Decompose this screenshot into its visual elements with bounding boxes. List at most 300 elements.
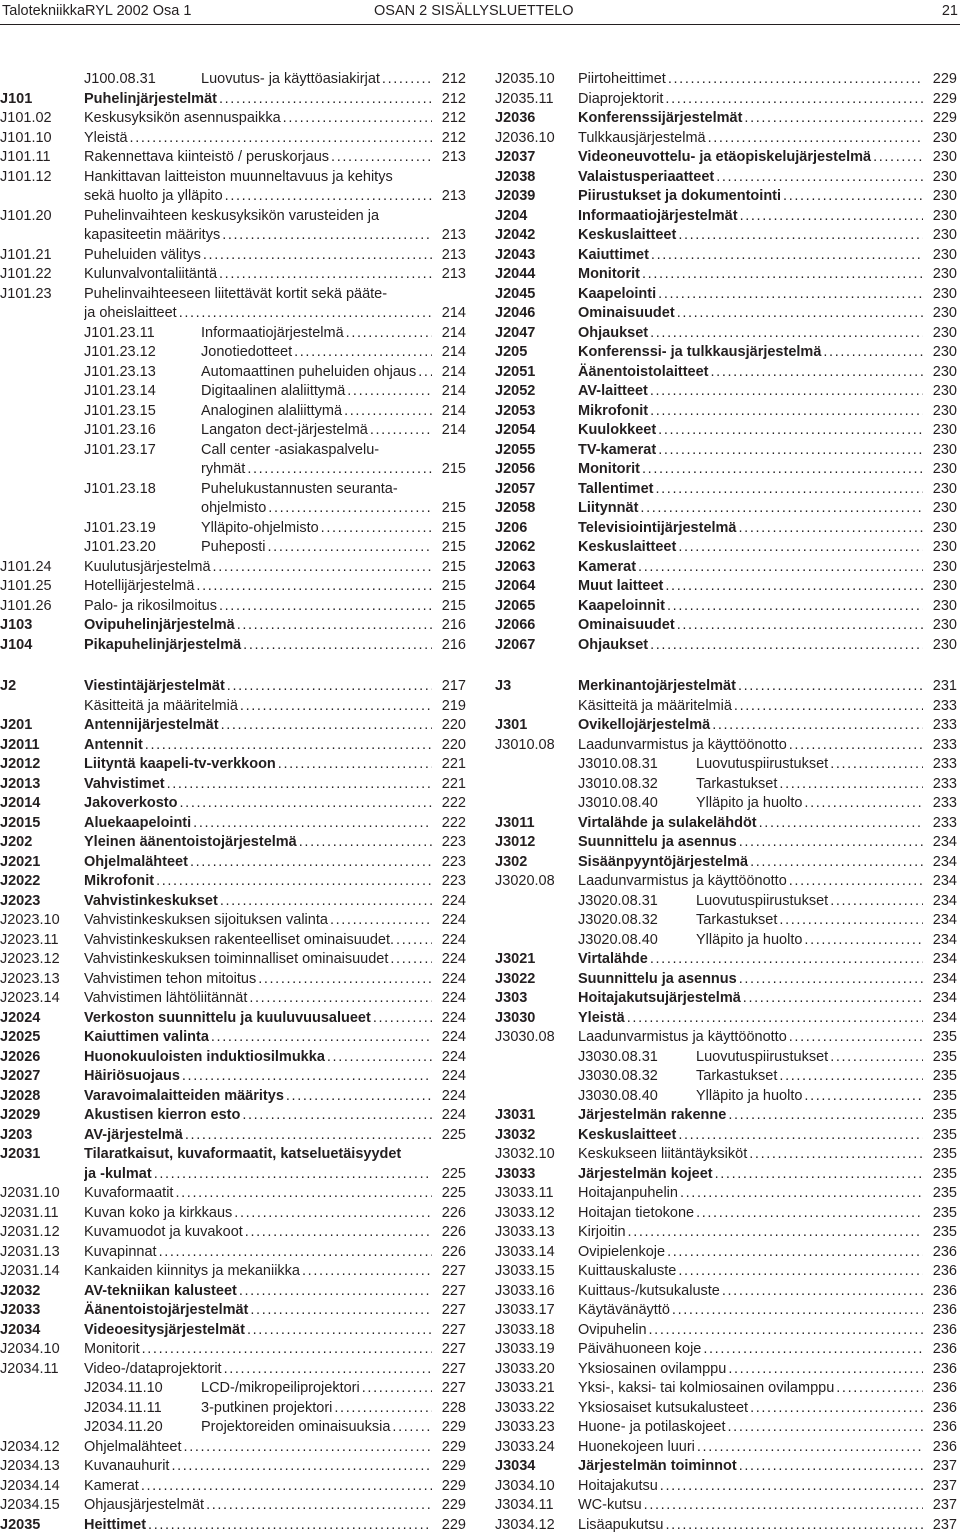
toc-leader-dots bbox=[224, 1360, 432, 1380]
toc-entry bbox=[0, 677, 468, 697]
toc-entry bbox=[0, 363, 468, 383]
toc-code: J3033.22 bbox=[495, 1399, 555, 1419]
toc-title-wrap bbox=[84, 1067, 434, 1087]
toc-title-wrap bbox=[84, 1360, 434, 1380]
toc-page-number: 233 bbox=[925, 775, 957, 795]
toc-entry bbox=[495, 1321, 960, 1341]
toc-subcode: J101.23.19 bbox=[84, 519, 156, 539]
toc-page-number: 222 bbox=[434, 814, 466, 834]
toc-entry bbox=[495, 970, 960, 990]
toc-subcode: J3020.08.31 bbox=[578, 892, 658, 912]
toc-title-wrap bbox=[578, 1418, 925, 1438]
toc-leader-dots bbox=[141, 1477, 432, 1497]
toc-page-number: 215 bbox=[434, 558, 466, 578]
toc-leader-dots bbox=[247, 1321, 432, 1341]
toc-title-wrap bbox=[201, 1379, 434, 1399]
toc-page-number: 224 bbox=[434, 1067, 466, 1087]
toc-code: J2033 bbox=[0, 1301, 40, 1321]
toc-leader-dots bbox=[220, 892, 432, 912]
toc-page-number: 230 bbox=[925, 382, 957, 402]
toc-title: Puhelinvaihteeseen liitettävät kortit sekä pääte- bbox=[84, 285, 387, 305]
toc-title: Virtalähde ja sulakelähdöt bbox=[578, 814, 757, 834]
toc-title: Järjestelmän kojeet bbox=[578, 1165, 713, 1185]
toc-entry bbox=[495, 109, 960, 129]
toc-code: J2036.10 bbox=[495, 129, 555, 149]
toc-subcode: J101.23.16 bbox=[84, 421, 156, 441]
toc-page-number: 224 bbox=[434, 1028, 466, 1048]
toc-code: J2022 bbox=[0, 872, 40, 892]
toc-page-number: 235 bbox=[925, 1106, 957, 1126]
toc-code: J3033.12 bbox=[495, 1204, 555, 1224]
toc-entry bbox=[0, 1399, 468, 1419]
toc-title-wrap bbox=[578, 1340, 925, 1360]
toc-leader-dots bbox=[302, 1262, 432, 1282]
toc-entry bbox=[495, 1106, 960, 1126]
toc-entry bbox=[495, 1145, 960, 1165]
toc-entry bbox=[495, 70, 960, 90]
toc-page-number: 230 bbox=[925, 324, 957, 344]
toc-page-number: 221 bbox=[434, 755, 466, 775]
toc-leader-dots bbox=[873, 148, 923, 168]
toc-page-number: 216 bbox=[434, 636, 466, 656]
toc-code: J3031 bbox=[495, 1106, 535, 1126]
toc-title: WC-kutsu bbox=[578, 1496, 642, 1516]
toc-entry bbox=[0, 1282, 468, 1302]
toc-entry bbox=[0, 1301, 468, 1321]
toc-leader-dots bbox=[743, 989, 923, 1009]
toc-title: Keskusyksikön asennuspaikka bbox=[84, 109, 281, 129]
toc-title: kapasiteetin määritys bbox=[84, 226, 220, 246]
toc-code: J2047 bbox=[495, 324, 535, 344]
toc-title: Ohjaukset bbox=[578, 324, 648, 344]
toc-leader-dots bbox=[668, 70, 923, 90]
toc-title-wrap bbox=[578, 558, 925, 578]
toc-entry bbox=[0, 616, 468, 636]
toc-leader-dots bbox=[665, 1516, 923, 1535]
toc-page-number: 236 bbox=[925, 1418, 957, 1438]
toc-title: LCD-/mikropeiliprojektori bbox=[201, 1379, 360, 1399]
toc-entry bbox=[0, 775, 468, 795]
toc-leader-dots bbox=[211, 1028, 432, 1048]
toc-leader-dots bbox=[651, 246, 923, 266]
toc-leader-dots bbox=[644, 1496, 923, 1516]
toc-title: Suunnittelu ja asennus bbox=[578, 970, 737, 990]
toc-title: Puhelukustannusten seuranta- bbox=[201, 480, 398, 500]
toc-page-number: 233 bbox=[925, 794, 957, 814]
toc-leader-dots bbox=[396, 931, 432, 951]
toc-title-wrap bbox=[84, 168, 434, 188]
toc-entry bbox=[0, 1067, 468, 1087]
toc-title-wrap bbox=[578, 1282, 925, 1302]
toc-code: J3033.21 bbox=[495, 1379, 555, 1399]
toc-leader-dots bbox=[836, 1379, 923, 1399]
toc-code: J2031.12 bbox=[0, 1223, 60, 1243]
toc-title: Tarkastukset bbox=[696, 911, 777, 931]
page-number: 21 bbox=[942, 3, 958, 19]
toc-code: J202 bbox=[0, 833, 32, 853]
toc-page-number: 214 bbox=[434, 382, 466, 402]
toc-code: J3033.20 bbox=[495, 1360, 555, 1380]
toc-page-number: 234 bbox=[925, 853, 957, 873]
toc-code: J104 bbox=[0, 636, 32, 656]
toc-title-wrap bbox=[84, 814, 434, 834]
toc-entry bbox=[495, 597, 960, 617]
toc-entry bbox=[0, 1457, 468, 1477]
toc-leader-dots bbox=[239, 1282, 432, 1302]
toc-title: Yleistä bbox=[578, 1009, 625, 1029]
toc-page-number: 230 bbox=[925, 246, 957, 266]
toc-title: Pikapuhelinjärjestelmä bbox=[84, 636, 241, 656]
toc-title: Kuulokkeet bbox=[578, 421, 656, 441]
toc-page-number: 235 bbox=[925, 1165, 957, 1185]
toc-leader-dots bbox=[242, 1106, 432, 1126]
toc-leader-dots bbox=[650, 636, 923, 656]
toc-page-number: 234 bbox=[925, 931, 957, 951]
toc-leader-dots bbox=[185, 1126, 432, 1146]
toc-entry bbox=[0, 499, 468, 519]
toc-entry bbox=[0, 1165, 468, 1185]
toc-leader-dots bbox=[678, 226, 923, 246]
toc-code: J3033.19 bbox=[495, 1340, 555, 1360]
toc-title: Kuvamuodot ja kuvakoot bbox=[84, 1223, 243, 1243]
toc-code: J3 bbox=[495, 677, 511, 697]
toc-page-number: 214 bbox=[434, 304, 466, 324]
toc-title-wrap bbox=[84, 1204, 434, 1224]
toc-title-wrap bbox=[201, 421, 434, 441]
toc-entry bbox=[495, 1418, 960, 1438]
toc-title-wrap bbox=[578, 950, 925, 970]
toc-entry bbox=[495, 538, 960, 558]
toc-code: J2011 bbox=[0, 736, 40, 756]
toc-entry bbox=[495, 1516, 960, 1535]
toc-code: J2042 bbox=[495, 226, 535, 246]
toc-leader-dots bbox=[225, 187, 432, 207]
toc-page-number: 237 bbox=[925, 1477, 957, 1497]
toc-entry bbox=[0, 168, 468, 188]
toc-entry bbox=[0, 1477, 468, 1497]
toc-title-wrap bbox=[84, 1262, 434, 1282]
toc-leader-dots bbox=[739, 519, 924, 539]
toc-leader-dots bbox=[804, 794, 923, 814]
toc-leader-dots bbox=[667, 1243, 923, 1263]
toc-entry bbox=[0, 1418, 468, 1438]
toc-title: Viestintäjärjestelmät bbox=[84, 677, 225, 697]
toc-title: ohjelmisto bbox=[201, 499, 266, 519]
toc-title: Kulunvalvontaliitäntä bbox=[84, 265, 217, 285]
toc-entry bbox=[495, 1301, 960, 1321]
toc-title: Piirtoheittimet bbox=[578, 70, 666, 90]
toc-code: J103 bbox=[0, 616, 32, 636]
toc-title-wrap bbox=[578, 1360, 925, 1380]
toc-leader-dots bbox=[750, 1399, 923, 1419]
toc-page-number: 228 bbox=[434, 1399, 466, 1419]
toc-title: Suunnittelu ja asennus bbox=[578, 833, 737, 853]
toc-title-wrap bbox=[578, 833, 925, 853]
toc-subcode: J101.23.15 bbox=[84, 402, 156, 422]
toc-entry bbox=[0, 129, 468, 149]
toc-title: Keskuslaitteet bbox=[578, 538, 676, 558]
toc-code: J203 bbox=[0, 1126, 32, 1146]
toc-title: Ohjaukset bbox=[578, 636, 648, 656]
toc-entry bbox=[495, 1126, 960, 1146]
toc-code: J2067 bbox=[495, 636, 535, 656]
toc-title-wrap bbox=[201, 1418, 434, 1438]
toc-code: J2045 bbox=[495, 285, 535, 305]
toc-title: Virtalähde bbox=[578, 950, 648, 970]
toc-leader-dots bbox=[219, 90, 432, 110]
toc-title-wrap bbox=[201, 441, 434, 461]
toc-entry bbox=[0, 577, 468, 597]
toc-title: Konferenssijärjestelmät bbox=[578, 109, 742, 129]
toc-title-wrap bbox=[84, 716, 434, 736]
toc-leader-dots bbox=[258, 970, 432, 990]
toc-leader-dots bbox=[667, 597, 923, 617]
toc-title: Vahvistinkeskukset bbox=[84, 892, 218, 912]
toc-page-number: 234 bbox=[925, 911, 957, 931]
toc-code: J101 bbox=[0, 90, 32, 110]
toc-code: J2058 bbox=[495, 499, 535, 519]
toc-page-number: 229 bbox=[434, 1477, 466, 1497]
toc-title: ryhmät bbox=[201, 460, 245, 480]
toc-page-number: 224 bbox=[434, 1009, 466, 1029]
toc-title: Luovutuspiirustukset bbox=[696, 1048, 828, 1068]
toc-code: J3034 bbox=[495, 1457, 535, 1477]
toc-page-number: 233 bbox=[925, 697, 957, 717]
toc-title: Äänentoistojärjestelmät bbox=[84, 1301, 248, 1321]
toc-title-wrap bbox=[84, 950, 434, 970]
toc-title-wrap bbox=[578, 1477, 925, 1497]
toc-code: J2023.11 bbox=[0, 931, 59, 951]
toc-entry bbox=[0, 441, 468, 461]
toc-page-number: 227 bbox=[434, 1282, 466, 1302]
toc-code: J2036 bbox=[495, 109, 535, 129]
toc-leader-dots bbox=[175, 1184, 432, 1204]
toc-page-number: 213 bbox=[434, 148, 466, 168]
toc-code: J201 bbox=[0, 716, 32, 736]
toc-leader-dots bbox=[206, 1496, 432, 1516]
toc-page-number: 235 bbox=[925, 1028, 957, 1048]
toc-leader-dots bbox=[789, 1028, 923, 1048]
toc-title-wrap bbox=[84, 1106, 434, 1126]
toc-entry bbox=[495, 814, 960, 834]
toc-subcode: J2034.11.20 bbox=[84, 1418, 163, 1438]
toc-page-number: 229 bbox=[434, 1457, 466, 1477]
toc-leader-dots bbox=[203, 246, 432, 266]
toc-entry bbox=[0, 794, 468, 814]
toc-subcode: J2034.11.10 bbox=[84, 1379, 163, 1399]
toc-page-number: 230 bbox=[925, 441, 957, 461]
toc-page-number: 223 bbox=[434, 833, 466, 853]
toc-entry bbox=[0, 207, 468, 227]
toc-page-number: 233 bbox=[925, 716, 957, 736]
toc-entry bbox=[495, 460, 960, 480]
toc-code: J2029 bbox=[0, 1106, 40, 1126]
toc-entry bbox=[0, 109, 468, 129]
toc-entry bbox=[0, 636, 468, 656]
toc-code: J2028 bbox=[0, 1087, 40, 1107]
toc-title-wrap bbox=[84, 304, 434, 324]
toc-entry bbox=[495, 1165, 960, 1185]
toc-page-number: 235 bbox=[925, 1087, 957, 1107]
toc-title: Videoneuvottelu- ja etäopiskelujärjestelmä bbox=[578, 148, 871, 168]
toc-subcode: J3020.08.32 bbox=[578, 911, 658, 931]
toc-title-wrap bbox=[578, 1204, 925, 1224]
toc-title-wrap bbox=[84, 872, 434, 892]
toc-title: Ominaisuudet bbox=[578, 304, 675, 324]
toc-leader-dots bbox=[331, 148, 432, 168]
toc-page-number: 223 bbox=[434, 853, 466, 873]
toc-page-number: 222 bbox=[434, 794, 466, 814]
toc-entry bbox=[495, 1496, 960, 1516]
toc-title: Kuvaformaatit bbox=[84, 1184, 173, 1204]
toc-code: J2023.10 bbox=[0, 911, 60, 931]
toc-leader-dots bbox=[268, 499, 432, 519]
toc-leader-dots bbox=[167, 775, 432, 795]
toc-title-wrap bbox=[84, 1321, 434, 1341]
toc-title-wrap bbox=[578, 1301, 925, 1321]
toc-page-number: 229 bbox=[434, 1438, 466, 1458]
toc-page-number: 214 bbox=[434, 343, 466, 363]
toc-leader-dots bbox=[190, 853, 432, 873]
toc-title-wrap bbox=[201, 499, 434, 519]
toc-title-wrap bbox=[578, 246, 925, 266]
toc-entry bbox=[495, 129, 960, 149]
toc-title: Videoesitysjärjestelmät bbox=[84, 1321, 245, 1341]
toc-title: Yksiosaiset kutsukalusteet bbox=[578, 1399, 748, 1419]
toc-code: J2034.12 bbox=[0, 1438, 60, 1458]
toc-title-wrap bbox=[578, 1145, 925, 1165]
toc-title: Antennijärjestelmät bbox=[84, 716, 219, 736]
toc-code: J101.02 bbox=[0, 109, 52, 129]
toc-title-wrap bbox=[696, 1067, 925, 1087]
toc-leader-dots bbox=[660, 1477, 923, 1497]
toc-code: J2034.10 bbox=[0, 1340, 60, 1360]
toc-title-wrap bbox=[84, 246, 434, 266]
toc-title-wrap bbox=[84, 558, 434, 578]
toc-leader-dots bbox=[156, 872, 432, 892]
toc-title: Hoitajan tietokone bbox=[578, 1204, 694, 1224]
toc-leader-dots bbox=[779, 911, 923, 931]
toc-entry bbox=[495, 950, 960, 970]
toc-title-wrap bbox=[201, 363, 434, 383]
toc-entry bbox=[495, 148, 960, 168]
toc-entry bbox=[495, 755, 960, 775]
toc-page-number: 230 bbox=[925, 285, 957, 305]
toc-page-number: 235 bbox=[925, 1145, 957, 1165]
toc-code: J2034.13 bbox=[0, 1457, 60, 1477]
toc-code: J2012 bbox=[0, 755, 40, 775]
toc-entry bbox=[495, 1438, 960, 1458]
toc-title: Tilaratkaisut, kuvaformaatit, katseluetäisyydet bbox=[84, 1145, 401, 1165]
toc-title-wrap bbox=[578, 363, 925, 383]
toc-code: J2031 bbox=[0, 1145, 40, 1165]
toc-title-wrap bbox=[578, 441, 925, 461]
toc-title-wrap bbox=[578, 129, 925, 149]
toc-code: J302 bbox=[495, 853, 527, 873]
toc-code: J2066 bbox=[495, 616, 535, 636]
toc-entry bbox=[0, 736, 468, 756]
toc-title: Vahvistimet bbox=[84, 775, 165, 795]
toc-title-wrap bbox=[578, 1126, 925, 1146]
toc-code: J2055 bbox=[495, 441, 535, 461]
toc-page-number: 227 bbox=[434, 1360, 466, 1380]
toc-column-3 bbox=[0, 677, 468, 1535]
toc-title-wrap bbox=[578, 226, 925, 246]
toc-title: Antennit bbox=[84, 736, 143, 756]
toc-entry bbox=[495, 1204, 960, 1224]
toc-leader-dots bbox=[716, 168, 923, 188]
toc-title-wrap bbox=[578, 1106, 925, 1126]
toc-leader-dots bbox=[789, 872, 923, 892]
toc-leader-dots bbox=[334, 1399, 432, 1419]
toc-entry bbox=[0, 382, 468, 402]
toc-title-wrap bbox=[84, 577, 434, 597]
toc-entry bbox=[495, 363, 960, 383]
toc-page-number: 225 bbox=[434, 1126, 466, 1146]
toc-entry bbox=[495, 480, 960, 500]
toc-title-wrap bbox=[84, 833, 434, 853]
toc-leader-dots bbox=[145, 736, 432, 756]
toc-title: Vahvistimen tehon mitoitus bbox=[84, 970, 256, 990]
toc-title: Hoitajakutsujärjestelmä bbox=[578, 989, 741, 1009]
toc-page-number: 236 bbox=[925, 1243, 957, 1263]
toc-title: Palo- ja rikosilmoitus bbox=[84, 597, 217, 617]
toc-leader-dots bbox=[680, 1184, 923, 1204]
toc-entry bbox=[0, 950, 468, 970]
toc-title: Diaprojektorit bbox=[578, 90, 663, 110]
toc-title-wrap bbox=[578, 421, 925, 441]
toc-leader-dots bbox=[678, 1126, 923, 1146]
toc-entry bbox=[495, 558, 960, 578]
toc-page-number: 226 bbox=[434, 1243, 466, 1263]
toc-leader-dots bbox=[642, 265, 923, 285]
toc-entry bbox=[495, 1399, 960, 1419]
toc-entry bbox=[495, 1028, 960, 1048]
toc-leader-dots bbox=[678, 538, 923, 558]
toc-code: J101.20 bbox=[0, 207, 52, 227]
toc-entry bbox=[0, 597, 468, 617]
toc-code: J2034.14 bbox=[0, 1477, 60, 1497]
toc-code: J101.21 bbox=[0, 246, 52, 266]
toc-leader-dots bbox=[739, 970, 923, 990]
toc-page-number: 236 bbox=[925, 1360, 957, 1380]
toc-code: J3032 bbox=[495, 1126, 535, 1146]
toc-leader-dots bbox=[658, 421, 923, 441]
toc-page-number: 230 bbox=[925, 363, 957, 383]
toc-page-number: 229 bbox=[434, 1496, 466, 1516]
toc-subcode: J101.23.18 bbox=[84, 480, 156, 500]
toc-title: Tarkastukset bbox=[696, 1067, 777, 1087]
toc-page-number: 235 bbox=[925, 1126, 957, 1146]
toc-title-wrap bbox=[84, 109, 434, 129]
toc-title-wrap bbox=[578, 616, 925, 636]
toc-code: J101.12 bbox=[0, 168, 52, 188]
toc-leader-dots bbox=[221, 716, 432, 736]
toc-title: Sisäänpyyntöjärjestelmä bbox=[578, 853, 748, 873]
toc-title: Laadunvarmistus ja käyttöönotto bbox=[578, 1028, 787, 1048]
toc-code: J2037 bbox=[495, 148, 535, 168]
toc-title: Käsitteitä ja määritelmiä bbox=[578, 697, 732, 717]
toc-entry bbox=[495, 246, 960, 266]
toc-code: J2024 bbox=[0, 1009, 40, 1029]
toc-entry bbox=[0, 814, 468, 834]
toc-entry bbox=[495, 677, 960, 697]
toc-entry bbox=[0, 1048, 468, 1068]
toc-entry bbox=[495, 794, 960, 814]
toc-title-wrap bbox=[84, 90, 434, 110]
toc-title-wrap bbox=[84, 1087, 434, 1107]
toc-leader-dots bbox=[294, 343, 432, 363]
